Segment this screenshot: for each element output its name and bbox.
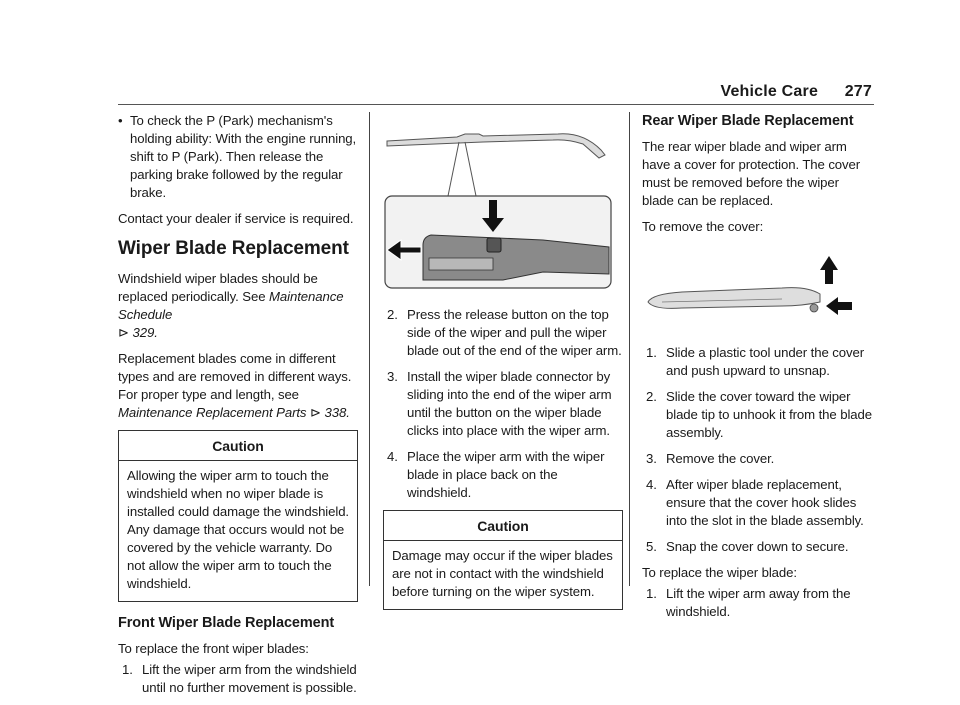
step-number: 2. bbox=[387, 307, 398, 322]
step-number: 1. bbox=[646, 586, 657, 601]
wiper-paragraph-1 bbox=[118, 270, 358, 342]
step-text: Place the wiper arm with the wiper blade in place back on the windshield. bbox=[407, 449, 605, 500]
step-text: Install the wiper blade connector by sliding into the end of the wiper arm until the button on the wiper blade clicks into place with the wiper arm. bbox=[407, 369, 612, 438]
column-3 bbox=[642, 112, 874, 629]
replace-blade-intro: To replace the wiper blade: bbox=[642, 565, 797, 580]
list-item bbox=[383, 448, 623, 502]
front-wiper-figure bbox=[383, 112, 615, 292]
rear-wiper-cover-shape bbox=[648, 288, 820, 309]
hook-shape bbox=[810, 304, 818, 312]
front-steps-list bbox=[118, 661, 358, 697]
list-item bbox=[642, 538, 874, 556]
replacement-parts-link[interactable]: Maintenance Replacement Parts bbox=[118, 405, 307, 420]
replace-steps-list bbox=[642, 585, 874, 621]
column-2 bbox=[383, 112, 623, 620]
list-item bbox=[642, 344, 874, 380]
step-text: Slide a plastic tool under the cover and push upward to unsnap. bbox=[666, 345, 864, 378]
list-item bbox=[642, 476, 874, 530]
callout-line bbox=[448, 142, 459, 196]
remove-cover-intro: To remove the cover: bbox=[642, 219, 764, 234]
step-text: Lift the wiper arm from the windshield until no further movement is possible. bbox=[142, 662, 357, 695]
list-item bbox=[383, 306, 623, 360]
step-number: 2. bbox=[646, 389, 657, 404]
step-number: 1. bbox=[646, 345, 657, 360]
page-reference-icon: ⊳ bbox=[310, 405, 321, 420]
page-ref-338[interactable]: 338. bbox=[324, 405, 350, 420]
wiper-arm-shape bbox=[387, 134, 605, 158]
caution-title: Caution bbox=[384, 511, 622, 541]
page-reference-icon: ⊳ bbox=[118, 325, 129, 340]
rear-steps-list bbox=[642, 344, 874, 556]
page-header bbox=[720, 83, 872, 101]
list-item bbox=[642, 388, 874, 442]
page-number: 277 bbox=[844, 83, 872, 100]
step-number: 4. bbox=[387, 449, 398, 464]
step-number: 1. bbox=[122, 662, 133, 677]
maintenance-schedule-link[interactable]: Maintenance Schedule bbox=[118, 289, 344, 322]
list-item bbox=[642, 450, 874, 468]
caution-box-2 bbox=[383, 510, 623, 610]
step-number: 4. bbox=[646, 477, 657, 492]
front-intro: To replace the front wiper blades: bbox=[118, 641, 309, 656]
front-steps-list-cont bbox=[383, 306, 623, 502]
header-rule bbox=[118, 104, 874, 105]
caution-box-1 bbox=[118, 430, 358, 602]
wiper-paragraph-2 bbox=[118, 350, 358, 422]
left-arrow-icon bbox=[826, 297, 852, 315]
step-text: Lift the wiper arm away from the windshield. bbox=[666, 586, 851, 619]
step-text: Press the release button on the top side of the wiper and pull the wiper blade out of the end of the wiper arm. bbox=[407, 307, 622, 358]
step-text: After wiper blade replacement, ensure that the cover hook slides into the slot in the blade assembly. bbox=[666, 477, 864, 528]
column-divider bbox=[369, 112, 370, 586]
caution-title: Caution bbox=[119, 431, 357, 461]
step-text: Remove the cover. bbox=[666, 451, 775, 466]
rear-wiper-figure bbox=[642, 244, 874, 334]
column-1 bbox=[118, 112, 358, 705]
contact-dealer-text: Contact your dealer if service is required. bbox=[118, 211, 354, 226]
p1-text: Windshield wiper blades should be replaced periodically. See bbox=[118, 271, 318, 304]
list-item bbox=[642, 585, 874, 621]
wiper-blade-heading: Wiper Blade Replacement bbox=[118, 238, 349, 259]
rear-paragraph: The rear wiper blade and wiper arm have a cover for protection. The cover must be removed before the wiper blade can be replaced. bbox=[642, 139, 861, 208]
callout-line bbox=[465, 142, 476, 196]
step-number: 3. bbox=[646, 451, 657, 466]
step-number: 3. bbox=[387, 369, 398, 384]
column-divider bbox=[629, 112, 630, 586]
step-text: Snap the cover down to secure. bbox=[666, 539, 849, 554]
bullet-item bbox=[118, 112, 358, 202]
page-ref-329[interactable]: 329. bbox=[132, 325, 158, 340]
rear-wiper-heading: Rear Wiper Blade Replacement bbox=[642, 113, 854, 129]
section-title: Vehicle Care bbox=[720, 83, 819, 100]
connector-highlight bbox=[429, 258, 493, 270]
step-number: 5. bbox=[646, 539, 657, 554]
caution-body: Damage may occur if the wiper blades are not in contact with the windshield before turning on the wiper system. bbox=[392, 548, 613, 599]
p2-text: Replacement blades come in different types and are removed in different ways. For proper type and length, see bbox=[118, 351, 352, 402]
bullet-dot-icon: • bbox=[118, 113, 123, 128]
up-arrow-icon bbox=[820, 256, 838, 284]
list-item bbox=[383, 368, 623, 440]
step-text: Slide the cover toward the wiper blade tip to unhook it from the blade assembly. bbox=[666, 389, 872, 440]
caution-body: Allowing the wiper arm to touch the windshield when no wiper blade is installed could damage the windshield. Any damage that occurs would not be covered by the vehicle warranty. Do not allow the wiper arm to touch the windshield. bbox=[127, 468, 349, 591]
front-wiper-heading: Front Wiper Blade Replacement bbox=[118, 615, 335, 631]
list-item bbox=[118, 661, 358, 697]
release-button-shape bbox=[487, 238, 501, 252]
bullet-text: To check the P (Park) mechanism's holding ability: With the engine running, shift to P (Park). Then release the parking brake followed by the regular brake. bbox=[130, 113, 357, 200]
